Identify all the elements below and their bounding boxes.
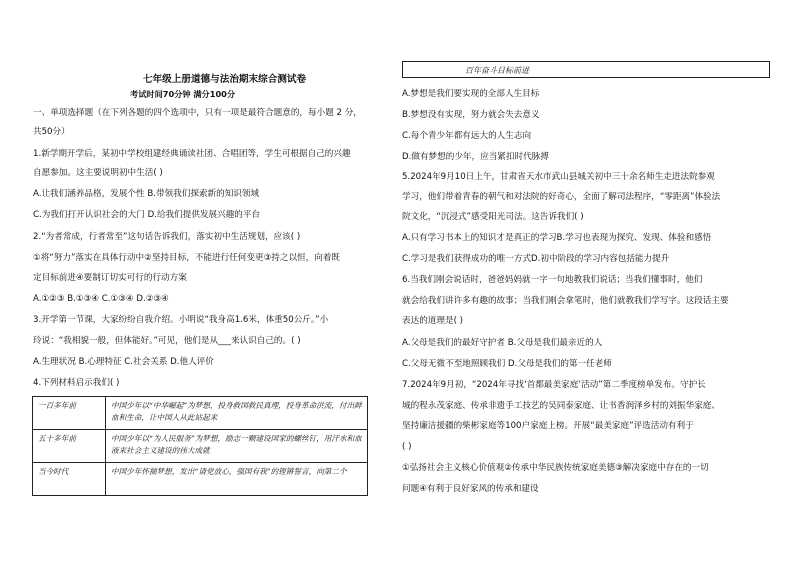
- table-row: [33, 463, 368, 496]
- question-7-items: ①弘扬社会主义核心价值观②传承中华民族传统家庭美德③解决家庭中存在的一切: [402, 463, 709, 473]
- table-row: [33, 397, 368, 430]
- question-4-option-a: A.梦想是我们要实现的全部人生目标: [402, 89, 540, 99]
- table-continuation-text: 百年奋斗目标前进: [465, 66, 529, 75]
- question-2-items: ①将“努力”落实在具体行动中②坚持目标，不能进行任何变更③持之以恒，向着既: [33, 253, 341, 263]
- question-4-stem: 4.下列材料启示我们( ): [33, 378, 120, 388]
- question-6-stem-end: 表达的道理是( ): [402, 316, 463, 326]
- question-6-options-ab: A.父母是我们的最好守护者 B.父母是我们最亲近的人: [402, 338, 603, 348]
- question-5-options-cd: C.学习是我们获得成功的唯一方式D.初中阶段的学习内容包括能力提升: [402, 254, 670, 264]
- table-row: [33, 430, 368, 463]
- question-7-items-cont: 问题④有利于良好家风的传承和建设: [402, 484, 539, 494]
- question-1-stem: 1.新学期开学后，某初中学校组建经典诵读社团、合唱团等，学生可根据自己的兴趣: [33, 149, 351, 159]
- question-5-stem: 5.2024年9月10日上午，甘肃省天水市武山县城关初中三十余名师生走进法院参观: [402, 172, 715, 182]
- question-2-items-cont: 定目标前进④要制订切实可行的行动方案: [33, 273, 187, 283]
- question-3-options: A.生理状况 B.心理特征 C.社会关系 D.他人评价: [33, 357, 214, 367]
- question-7-stem-end: ( ): [402, 442, 412, 452]
- question-1-stem-cont: 自愿参加。这主要说明初中生活( ): [33, 168, 163, 178]
- section-heading-cont: 共50分）: [33, 127, 70, 137]
- question-6-stem-cont: 就会给我们讲许多有趣的故事；当我们刚会拿笔时，他们就教我们学写字。这段话主要: [402, 296, 729, 306]
- question-4-option-d: D.做有梦想的少年，应当紧扣时代脉搏: [402, 152, 549, 162]
- table-era-cell: 一百多年前: [33, 397, 106, 430]
- question-2-options: A.①②③ B.①③④ C.①③④ D.②③④: [33, 294, 169, 304]
- question-7-stem-cont2: 坚持廉洁援疆的柴彬家庭等100户家庭上榜。开展“最美家庭”评选活动有利于: [402, 421, 694, 431]
- question-6-stem: 6.当我们刚会说话时，爸爸妈妈就一字一句地教我们说话；当我们懂事时，他们: [402, 275, 703, 285]
- exam-title: 七年级上册道德与法治期末综合测试卷: [143, 74, 307, 85]
- question-1-options-ab: A.让我们涵养品格，发展个性 B.带领我们探索新的知识领域: [33, 189, 260, 199]
- section-heading: 一、单项选择题（在下列各题的四个选项中，只有一项是最符合题意的，每小题 2 分，: [33, 108, 362, 118]
- question-5-options-ab: A.只有学习书本上的知识才是真正的学习B.学习也表现为探究、发现、体验和感悟: [402, 233, 712, 243]
- question-4-option-c: C.每个青少年都有远大的人生志向: [402, 131, 532, 141]
- question-5-stem-end: 院文化，“沉浸式”感受阳光司法。这告诉我们( ): [402, 212, 584, 222]
- material-table: [32, 396, 368, 496]
- table-era-cell: 五十多年前: [33, 430, 106, 463]
- question-6-options-cd: C.父母无微不至地照顾我们 D.父母是我们的第一任老师: [402, 359, 612, 369]
- table-text-cell: 中国少年以“中华崛起”为梦想，投身救国救民真理，投身革命洪流，付出鲜血和生命，让中国人从此站起来: [106, 397, 368, 430]
- question-1-options-cd: C.为我们打开认识社会的大门 D.给我们提供发展兴趣的平台: [33, 210, 261, 220]
- exam-subtitle: 考试时间70分钟 满分100分: [130, 89, 236, 99]
- table-continuation-box: [402, 61, 770, 78]
- question-4-option-b: B.梦想没有实现，努力就会失去意义: [402, 110, 540, 120]
- question-2-stem: 2.“为者常成，行者常至”这句话告诉我们，落实初中生活规划，应该( ): [33, 232, 301, 242]
- question-7-stem: 7.2024年9月初，“2024年寻找‘首都最美家庭’活动”第二季度榜单发布。守护长: [402, 380, 706, 390]
- table-text-cell: 中国少年怀揣梦想，发出“请党放心，强国有我”的铿锵誓言，向第二个: [106, 463, 368, 496]
- question-5-stem-cont: 学习，他们带着青春的朝气和对法院的好奇心，全面了解司法程序，“零距离”体验法: [402, 192, 721, 202]
- question-3-stem: 3.开学第一节课，大家纷纷自我介绍。小明说“我身高1.6米，体重50公斤。”小: [33, 315, 329, 325]
- question-3-stem-cont: 玲说：“我相貌一般，但体能好。”可见，他们是从___来认识自己的。( ): [33, 336, 301, 346]
- table-text-cell: 中国少年以“为人民服务”为梦想，励志一颗建设国家的螺丝钉，用汗水和血液来社会主义建设的伟大成就: [106, 430, 368, 463]
- table-era-cell: 当今时代: [33, 463, 106, 496]
- question-7-stem-cont: 城的程永茂家庭、传承非遗手工技艺的吴同泰家庭、让书香润泽乡村的刘振华家庭、: [402, 401, 720, 411]
